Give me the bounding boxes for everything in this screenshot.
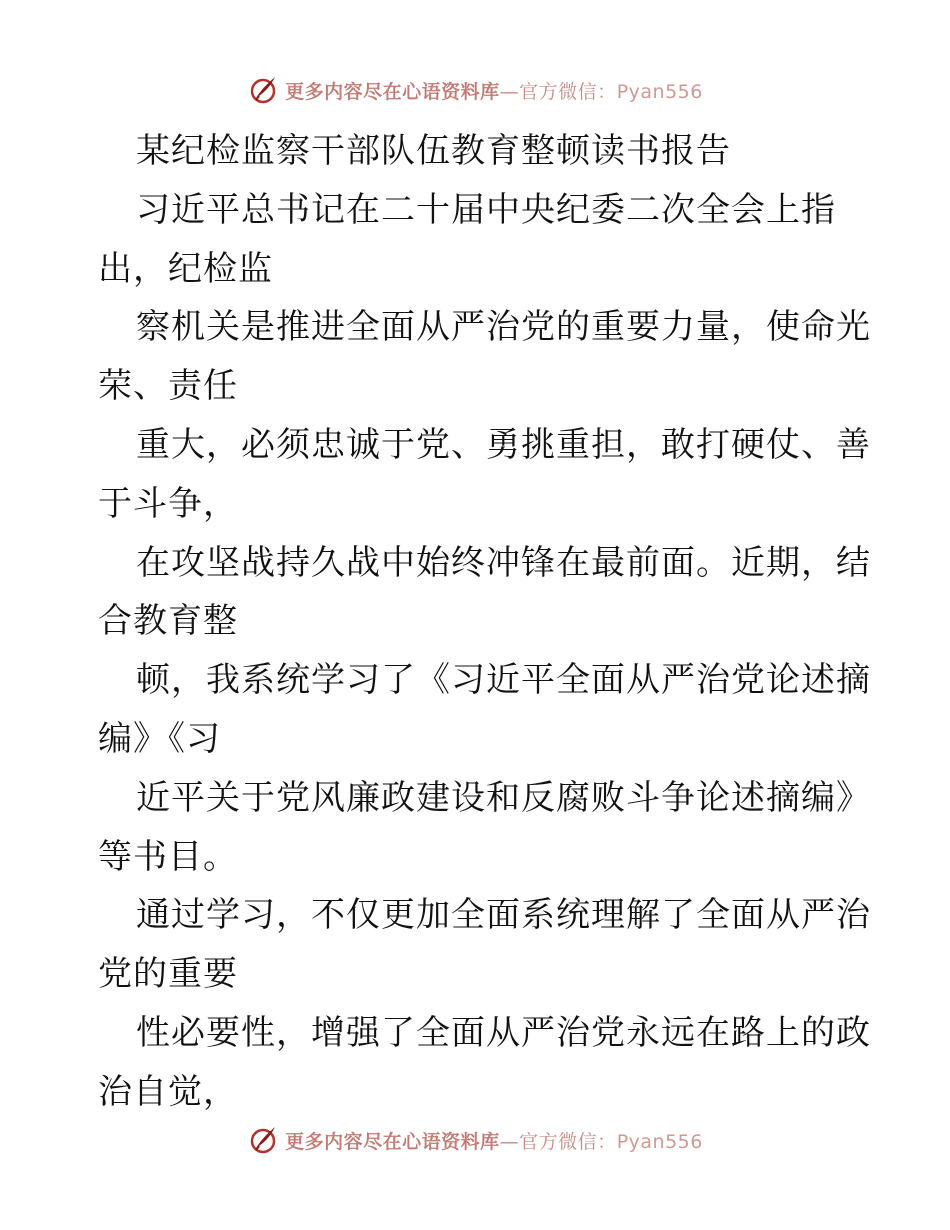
text-line: 重大，必须忠诚于党、勇挑重担，敢打硬仗、善: [136, 424, 871, 465]
text-line: 治自觉，: [98, 1071, 238, 1112]
watermark-wechat-id: Pyan556: [616, 80, 703, 103]
watermark-site: 更多内容尽在心语资料库: [285, 80, 500, 103]
footer-watermark: [0, 1120, 950, 1160]
text-line: 在攻坚战持久战中始终冲锋在最前面。近期，结: [136, 542, 871, 583]
document-body: [98, 122, 871, 1122]
text-line: 性必要性，增强了全面从严治党永远在路上的政: [136, 1012, 871, 1053]
quill-pen-logo-icon: [247, 74, 279, 106]
document-title: 某纪检监察干部队伍教育整顿读书报告: [136, 131, 731, 171]
text-line: 编》《习: [98, 718, 221, 759]
watermark-text: [285, 77, 703, 104]
text-line: 合教育整: [98, 601, 238, 642]
watermark-official: 官方微信：: [519, 80, 617, 103]
quill-pen-logo-icon: [247, 1124, 279, 1156]
watermark-text: [285, 1127, 703, 1154]
text-line: 党的重要: [98, 954, 238, 995]
text-line: 近平关于党风廉政建设和反腐败斗争论述摘编》: [136, 777, 871, 818]
watermark-official: 官方微信：: [519, 1130, 617, 1153]
text-line: 通过学习，不仅更加全面系统理解了全面从严治: [136, 895, 871, 936]
text-line: 顿，我系统学习了《习近平全面从严治党论述摘: [136, 660, 871, 701]
header-watermark: [0, 70, 950, 110]
text-line: 于斗争，: [98, 483, 238, 524]
text-line: 察机关是推进全面从严治党的重要力量，使命光: [136, 307, 871, 348]
text-line: 等书目。: [98, 836, 238, 877]
watermark-site: 更多内容尽在心语资料库: [285, 1130, 500, 1153]
text-line: 出，纪检监: [98, 248, 273, 289]
text-line: 荣、责任: [98, 366, 238, 407]
watermark-dash: —: [499, 80, 520, 103]
watermark-dash: —: [499, 1130, 520, 1153]
watermark-wechat-id: Pyan556: [616, 1130, 703, 1153]
text-line: 习近平总书记在二十届中央纪委二次全会上指: [136, 189, 836, 230]
